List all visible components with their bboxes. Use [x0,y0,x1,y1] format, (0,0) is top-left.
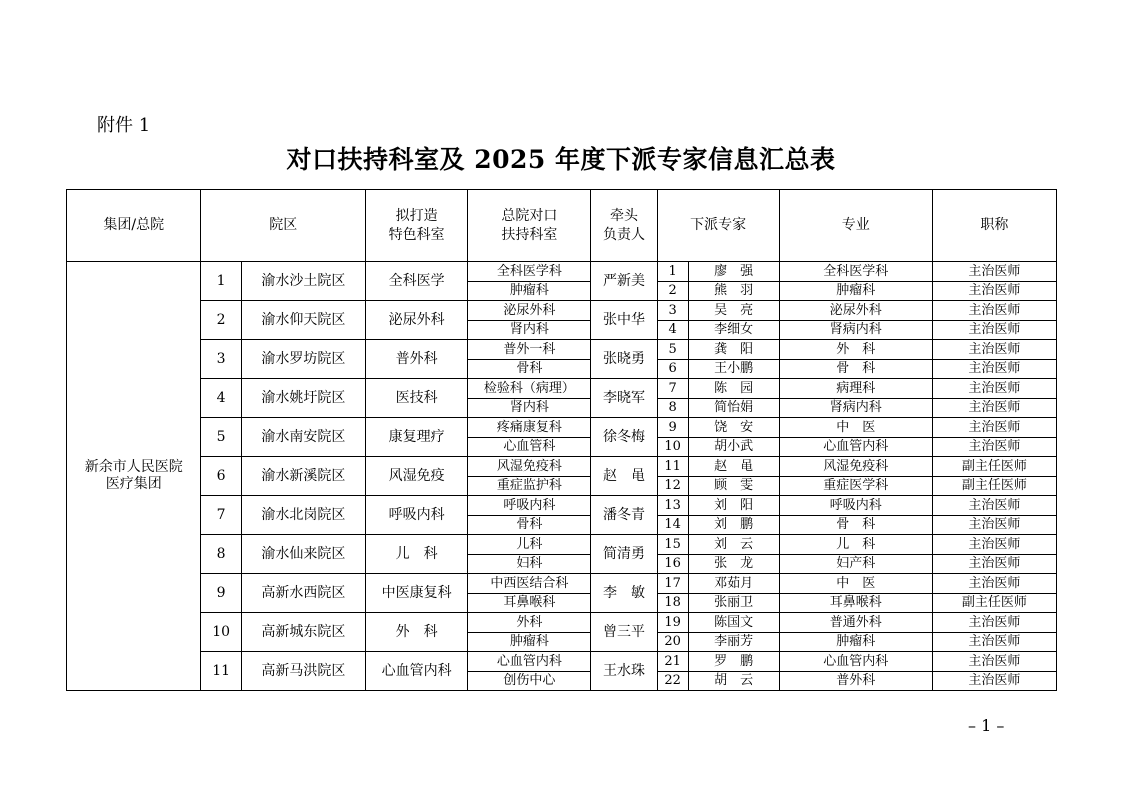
campus-number: 5 [201,418,241,457]
campus-name: 高新城东院区 [241,613,365,652]
expert-number: 20 [657,632,688,652]
header-title: 职称 [932,190,1056,262]
table-row [67,457,1057,477]
header-specialty: 专业 [779,190,932,262]
campus-number: 2 [201,301,241,340]
group-name-cell [67,262,201,691]
expert-number: 21 [657,652,688,672]
expert-name: 陈 园 [688,379,779,399]
expert-name: 李细女 [688,320,779,340]
support-dept: 肿瘤科 [468,281,591,301]
campus-number: 6 [201,457,241,496]
header-feature-dept: 拟打造 特色科室 [365,190,467,262]
leader-name: 潘冬青 [591,496,657,535]
specialty: 重症医学科 [779,476,932,496]
header-leader: 牵头 负责人 [591,190,657,262]
specialty: 中 医 [779,418,932,438]
job-title: 主治医师 [932,379,1056,399]
expert-number: 6 [657,359,688,379]
specialty: 骨 科 [779,359,932,379]
group-name-line: 医疗集团 [105,476,162,492]
support-dept: 重症监护科 [468,476,591,496]
support-dept: 肾内科 [468,398,591,418]
support-dept: 创伤中心 [468,671,591,691]
job-title: 主治医师 [932,613,1056,633]
feature-dept: 风湿免疫 [365,457,467,496]
expert-name: 李丽芳 [688,632,779,652]
feature-dept: 外 科 [365,613,467,652]
specialty: 病理科 [779,379,932,399]
leader-name: 李晓军 [591,379,657,418]
expert-number: 22 [657,671,688,691]
job-title: 副主任医师 [932,476,1056,496]
feature-dept: 普外科 [365,340,467,379]
campus-name: 渝水姚圩院区 [241,379,365,418]
support-dept: 中西医结合科 [468,574,591,594]
expert-number: 12 [657,476,688,496]
expert-number: 9 [657,418,688,438]
expert-name: 张丽卫 [688,593,779,613]
feature-dept: 儿 科 [365,535,467,574]
support-dept: 耳鼻喉科 [468,593,591,613]
table-row [67,379,1057,399]
leader-name: 严新美 [591,262,657,301]
job-title: 主治医师 [932,301,1056,321]
leader-name: 张中华 [591,301,657,340]
table-row [67,574,1057,594]
table-row [67,535,1057,555]
specialty: 骨 科 [779,515,932,535]
specialty: 肿瘤科 [779,281,932,301]
job-title: 主治医师 [932,359,1056,379]
group-name-line: 新余市人民医院 [84,459,183,475]
expert-name: 邓茹月 [688,574,779,594]
specialty: 妇产科 [779,554,932,574]
header-expert: 下派专家 [657,190,779,262]
leader-name: 王水珠 [591,652,657,691]
campus-name: 高新马洪院区 [241,652,365,691]
header-campus: 院区 [201,190,365,262]
expert-number: 16 [657,554,688,574]
support-dept: 肿瘤科 [468,632,591,652]
job-title: 主治医师 [932,418,1056,438]
expert-name: 饶 安 [688,418,779,438]
expert-name: 刘 云 [688,535,779,555]
support-dept: 儿科 [468,535,591,555]
expert-number: 18 [657,593,688,613]
specialty: 心血管内科 [779,437,932,457]
support-dept: 检验科（病理） [468,379,591,399]
support-dept: 普外一科 [468,340,591,360]
campus-name: 渝水北岗院区 [241,496,365,535]
leader-name: 简清勇 [591,535,657,574]
campus-name: 渝水仰天院区 [241,301,365,340]
specialty: 全科医学科 [779,262,932,282]
support-dept: 骨科 [468,359,591,379]
job-title: 主治医师 [932,632,1056,652]
expert-name: 张 龙 [688,554,779,574]
specialty: 呼吸内科 [779,496,932,516]
job-title: 主治医师 [932,437,1056,457]
campus-name: 高新水西院区 [241,574,365,613]
job-title: 副主任医师 [932,593,1056,613]
campus-name: 渝水仙来院区 [241,535,365,574]
campus-name: 渝水沙土院区 [241,262,365,301]
expert-number: 10 [657,437,688,457]
campus-number: 8 [201,535,241,574]
campus-name: 渝水罗坊院区 [241,340,365,379]
leader-name: 徐冬梅 [591,418,657,457]
job-title: 副主任医师 [932,457,1056,477]
header-support-dept: 总院对口 扶持科室 [468,190,591,262]
table-row [67,301,1057,321]
specialty: 普通外科 [779,613,932,633]
expert-name: 陈国文 [688,613,779,633]
attachment-label: 附件 1 [97,115,151,136]
expert-number: 17 [657,574,688,594]
table-row [67,340,1057,360]
leader-name: 张晓勇 [591,340,657,379]
leader-name: 曾三平 [591,613,657,652]
specialty: 泌尿外科 [779,301,932,321]
job-title: 主治医师 [932,515,1056,535]
expert-number: 13 [657,496,688,516]
campus-name: 渝水南安院区 [241,418,365,457]
job-title: 主治医师 [932,652,1056,672]
expert-number: 19 [657,613,688,633]
job-title: 主治医师 [932,574,1056,594]
expert-number: 4 [657,320,688,340]
campus-number: 1 [201,262,241,301]
expert-name: 简怡娟 [688,398,779,418]
expert-number: 1 [657,262,688,282]
table-row [67,496,1057,516]
leader-name: 赵 黾 [591,457,657,496]
support-dept: 呼吸内科 [468,496,591,516]
expert-number: 14 [657,515,688,535]
expert-number: 8 [657,398,688,418]
expert-name: 龚 阳 [688,340,779,360]
support-dept: 肾内科 [468,320,591,340]
support-dept: 骨科 [468,515,591,535]
leader-name: 李 敏 [591,574,657,613]
specialty: 中 医 [779,574,932,594]
expert-name: 刘 鹏 [688,515,779,535]
campus-name: 渝水新溪院区 [241,457,365,496]
expert-name: 胡 云 [688,671,779,691]
table-row [67,652,1057,672]
expert-name: 胡小武 [688,437,779,457]
table-row [67,262,1057,282]
campus-number: 9 [201,574,241,613]
expert-name: 王小鹏 [688,359,779,379]
campus-number: 11 [201,652,241,691]
specialty: 耳鼻喉科 [779,593,932,613]
job-title: 主治医师 [932,671,1056,691]
job-title: 主治医师 [932,535,1056,555]
job-title: 主治医师 [932,340,1056,360]
expert-name: 刘 阳 [688,496,779,516]
expert-name: 廖 强 [688,262,779,282]
specialty: 风湿免疫科 [779,457,932,477]
support-dept: 外科 [468,613,591,633]
job-title: 主治医师 [932,281,1056,301]
expert-name: 顾 雯 [688,476,779,496]
job-title: 主治医师 [932,398,1056,418]
campus-number: 7 [201,496,241,535]
feature-dept: 全科医学 [365,262,467,301]
feature-dept: 泌尿外科 [365,301,467,340]
feature-dept: 康复理疗 [365,418,467,457]
campus-number: 10 [201,613,241,652]
summary-table [66,189,1057,691]
support-dept: 心血管内科 [468,652,591,672]
specialty: 普外科 [779,671,932,691]
campus-number: 4 [201,379,241,418]
support-dept: 心血管科 [468,437,591,457]
specialty: 外 科 [779,340,932,360]
expert-number: 3 [657,301,688,321]
expert-name: 罗 鹏 [688,652,779,672]
job-title: 主治医师 [932,496,1056,516]
table-row [67,613,1057,633]
support-dept: 泌尿外科 [468,301,591,321]
page-number: – 1 – [968,716,1005,735]
expert-number: 7 [657,379,688,399]
expert-number: 5 [657,340,688,360]
specialty: 儿 科 [779,535,932,555]
specialty: 心血管内科 [779,652,932,672]
table-header-row [67,190,1057,262]
support-dept: 妇科 [468,554,591,574]
header-group: 集团/总院 [67,190,201,262]
expert-number: 2 [657,281,688,301]
feature-dept: 中医康复科 [365,574,467,613]
job-title: 主治医师 [932,554,1056,574]
page-title: 对口扶持科室及 2025 年度下派专家信息汇总表 [286,145,836,174]
table-row [67,418,1057,438]
support-dept: 疼痛康复科 [468,418,591,438]
expert-number: 11 [657,457,688,477]
feature-dept: 医技科 [365,379,467,418]
specialty: 肾病内科 [779,398,932,418]
campus-number: 3 [201,340,241,379]
specialty: 肾病内科 [779,320,932,340]
feature-dept: 心血管内科 [365,652,467,691]
feature-dept: 呼吸内科 [365,496,467,535]
job-title: 主治医师 [932,320,1056,340]
job-title: 主治医师 [932,262,1056,282]
support-dept: 风湿免疫科 [468,457,591,477]
expert-name: 熊 羽 [688,281,779,301]
support-dept: 全科医学科 [468,262,591,282]
expert-name: 吴 亮 [688,301,779,321]
specialty: 肿瘤科 [779,632,932,652]
expert-name: 赵 黾 [688,457,779,477]
expert-number: 15 [657,535,688,555]
